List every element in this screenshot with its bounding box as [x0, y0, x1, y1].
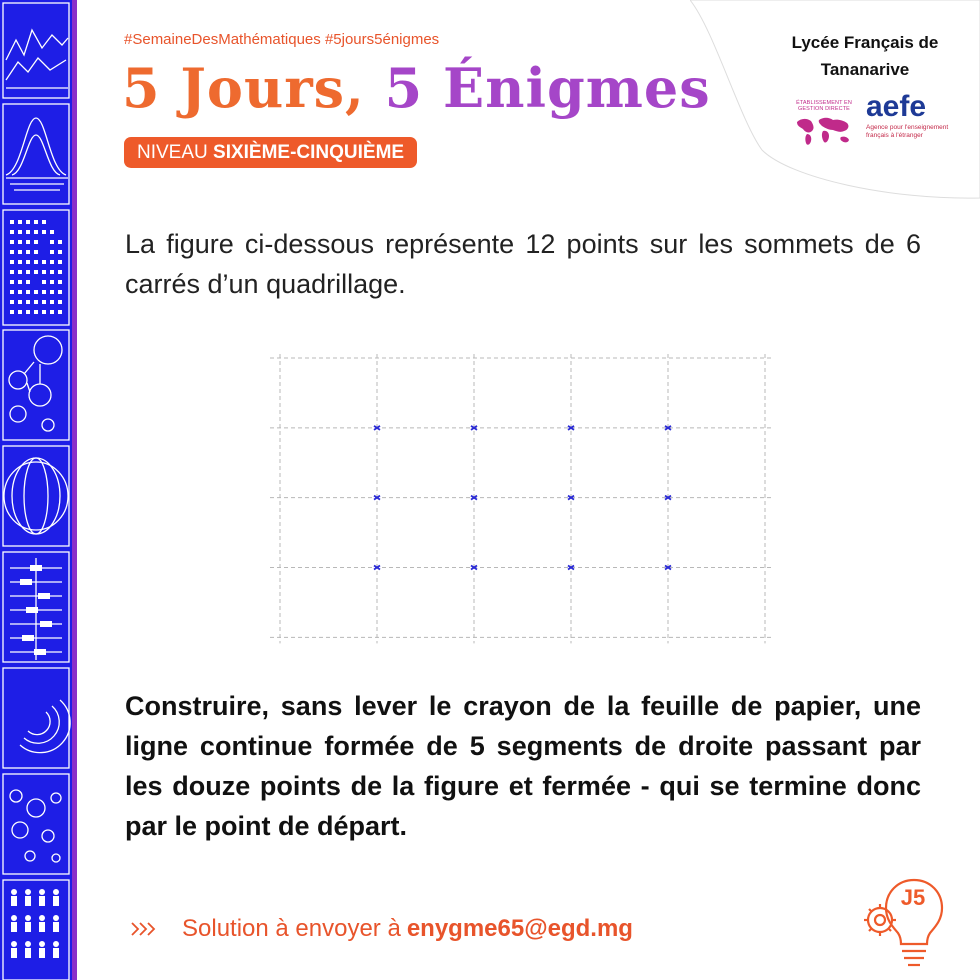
- footer-lead: Solution à envoyer à: [182, 915, 401, 942]
- pattern-strip-icon: [0, 0, 72, 980]
- aefe-subtitle: Agence pour l'enseignement français à l'étranger: [866, 124, 949, 139]
- footer-email[interactable]: enygme65@egd.mg: [406, 915, 633, 942]
- grid-figure: [265, 350, 785, 655]
- footer: [130, 911, 633, 947]
- hashtags: #SemaineDesMathématiques #5jours5énigmes: [124, 31, 440, 48]
- title-part-one: 5 Jours,: [122, 56, 385, 120]
- main-title: [122, 56, 711, 120]
- level-badge: [124, 137, 417, 168]
- problem-intro: La figure ci-dessous représente 12 points sur les sommets de 6 carrés d’un quadrillage.: [125, 229, 921, 299]
- decorative-pattern-strip: [0, 0, 72, 980]
- strip-edge: [72, 0, 77, 980]
- level-prefix: NIVEAU: [137, 142, 214, 163]
- problem-task: Construire, sans lever le crayon de la feuille de papier, une ligne continue formée de 5 segments de droite passant par les douze points de la figure et fermée - qui se termine donc par le point de départ.: [125, 691, 921, 841]
- aefe-name: aefe: [866, 90, 927, 123]
- aefe-logo: [866, 92, 956, 139]
- double-arrow-icon: [130, 920, 160, 938]
- egd-label: ÉTABLISSEMENT EN GESTION DIRECTE: [796, 100, 852, 112]
- day-badge-label: J5: [900, 885, 926, 910]
- world-map-icon: [793, 112, 855, 148]
- grid-svg: [265, 350, 785, 650]
- egd-logo: [793, 100, 855, 153]
- level-name: SIXIÈME-CINQUIÈME: [213, 142, 405, 163]
- school-name: Lycée Français de Tananarive: [791, 33, 939, 79]
- title-part-two: 5 Énigmes: [384, 56, 711, 120]
